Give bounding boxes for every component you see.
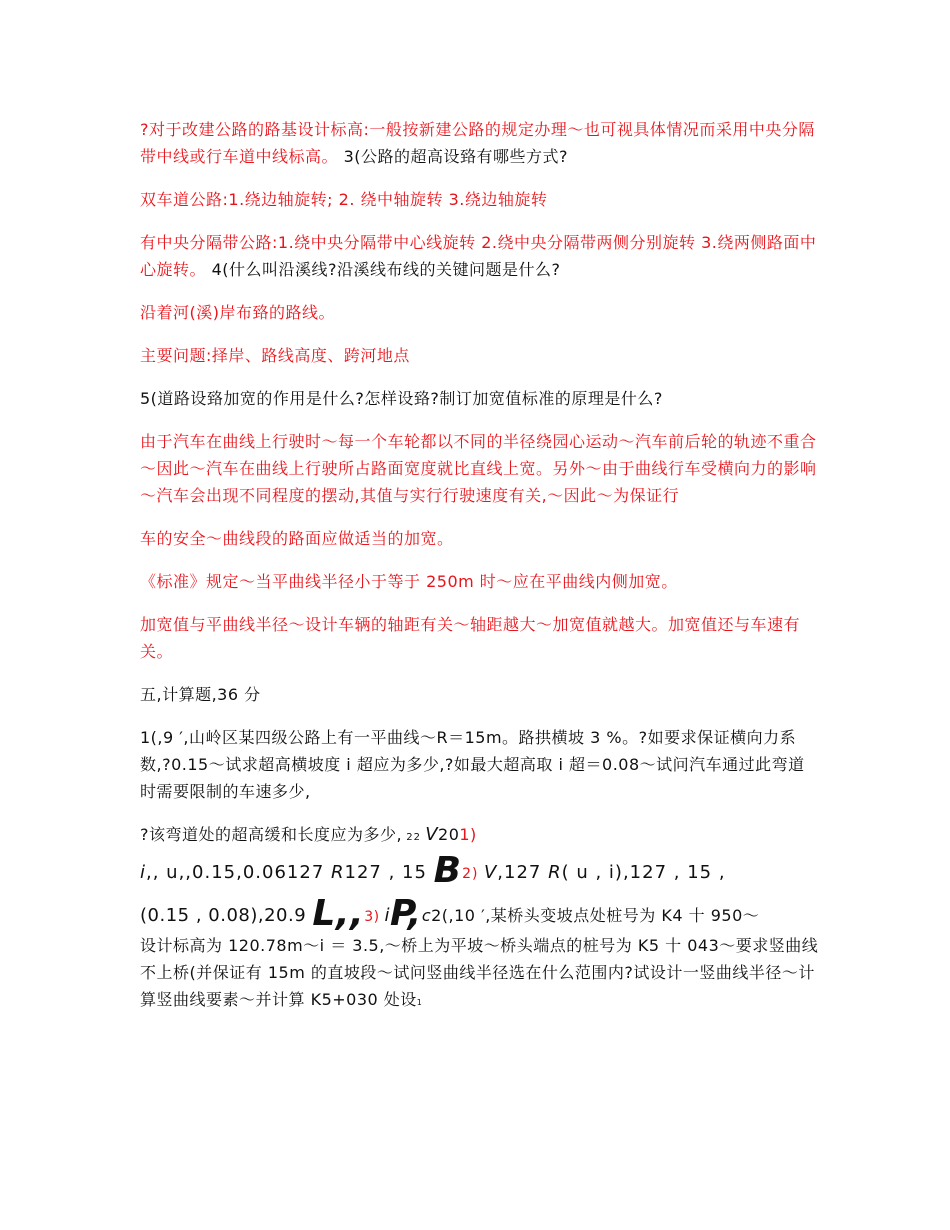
calc-small-text: 22 xyxy=(402,832,426,843)
calc-text: 20 xyxy=(438,825,460,844)
question-text: 4(什么叫沿溪线?沿溪线布线的关键问题是什么? xyxy=(206,260,561,279)
paragraph-standard-rule: 《标准》规定～当平曲线半径小于等于 250m 时～应在平曲线内侧加宽。 xyxy=(140,572,678,591)
calc-variable: R xyxy=(331,862,345,883)
section-heading-calculation: 五,计算题,36 分 xyxy=(140,685,261,704)
question-text: 3(公路的超高设臵有哪些方式? xyxy=(338,147,569,166)
calc-variable: i xyxy=(140,862,147,883)
calc-text: ,127 xyxy=(497,862,549,883)
calc-line-3 xyxy=(140,893,820,934)
calc-variable: V xyxy=(483,862,498,883)
calc-variable: c xyxy=(421,906,432,925)
paragraph-riverside-definition: 沿着河(溪)岸布臵的路线。 xyxy=(140,303,335,322)
calc-text: ( u , i),127 , 15 , xyxy=(561,862,726,883)
paragraph-widening-safety: 车的安全～曲线段的路面应做适当的加宽。 xyxy=(140,529,454,548)
paragraph-widening-value: 加宽值与平曲线半径～设计车辆的轴距有关～轴距越大～加宽值就越大。加宽值还与车速有关。 xyxy=(140,615,801,661)
calc-step-label: 2) xyxy=(462,866,484,882)
calc-variable: R xyxy=(548,862,562,883)
calc-variable: i xyxy=(384,905,391,926)
calc-large-glyph: L,, xyxy=(312,893,365,934)
answer-text: ?对于改建公路的路基设计标高:一般按新建公路的规定办理～也可视具体情况而采用中央分隔带中线或行车道中线标高。 xyxy=(140,120,815,166)
calc-text: ?该弯道处的超高缓和长度应为多少, xyxy=(140,825,403,844)
paragraph-main-issues: 主要问题:择岸、路线高度、跨河地点 xyxy=(140,346,410,365)
paragraph-median-road xyxy=(140,229,820,283)
answer-text: 有中央分隔带公路:1.绕中央分隔带中心线旋转 2.绕中央分隔带两侧分别旋转 3.绕两侧路面中心旋转。 xyxy=(140,233,817,279)
document-page xyxy=(140,116,820,1032)
paragraph-widening-reason: 由于汽车在曲线上行驶时～每一个车轮都以不同的半径绕园心运动～汽车前后轮的轨迹不重合～因此～汽车在曲线上行驶所占路面宽度就比直线上宽。另外～由于曲线行车受横向力的影响～汽车会出现不同程度的摆动,其值与实行行驶速度有关,～因此～为保证行 xyxy=(140,432,817,505)
paragraph-question-5: 5(道路设臵加宽的作用是什么?怎样设臵?制订加宽值标准的原理是什么? xyxy=(140,389,663,408)
problem-2-text: 2(,10 ′,某桥头变坡点处桩号为 K4 十 950～ xyxy=(431,906,760,925)
calc-large-glyph: B xyxy=(433,850,463,891)
paragraph-elevation-answer xyxy=(140,116,820,170)
calc-text: ,, u,,0.15,0.06127 xyxy=(146,862,331,883)
paragraph-problem-1: 1(,9 ′,山岭区某四级公路上有一平曲线～R＝15m。路拱横坡 3 %。?如要求保证横向力系数,?0.15～试求超高横坡度 i 超应为多少,?如最大超高取 i 超＝0.08～试问汽车通过此弯道时需要限制的车速多少, xyxy=(140,728,805,801)
calc-large-glyph: P, xyxy=(390,893,422,934)
footnote-mark: 1 xyxy=(416,998,423,1007)
calc-variable: V xyxy=(425,824,439,845)
calc-text: (0.15 , 0.08),20.9 xyxy=(140,905,313,926)
paragraph-problem-2 xyxy=(140,932,820,1016)
calculation-block xyxy=(140,821,820,1016)
paragraph-two-lane: 双车道公路:1.绕边轴旋转; 2. 绕中轴旋转 3.绕边轴旋转 xyxy=(140,190,548,209)
calc-line-1 xyxy=(140,821,820,851)
calc-text: 127 , 15 xyxy=(344,862,434,883)
calc-step-label: 1) xyxy=(459,825,477,844)
calc-step-label: 3) xyxy=(364,909,385,925)
calc-line-2 xyxy=(140,851,820,896)
problem-2-text: 设计标高为 120.78m～i ＝ 3.5,～桥上为平坡～桥头端点的桩号为 K5 十 043～要求竖曲线不上桥(并保证有 15m 的直坡段～试问竖曲线半径选在什么范围内?试设计一竖曲线半径～计算竖曲线要素～并计算 K5+030 处设 xyxy=(140,936,819,1009)
